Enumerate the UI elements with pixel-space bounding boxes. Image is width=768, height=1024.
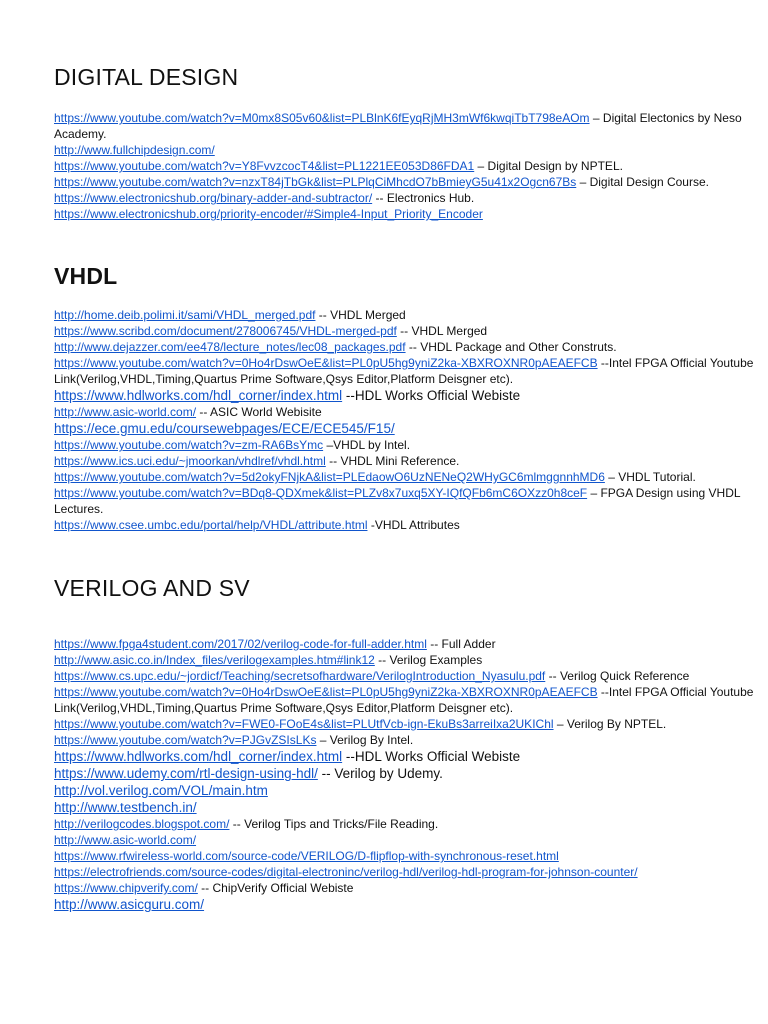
link-entry xyxy=(54,782,754,799)
hyperlink[interactable]: https://www.youtube.com/watch?v=5d2okyFNjkA&list=PLEdaowO6UzNENeQ2WHyGC6mlmggnnhMD6 xyxy=(54,470,605,484)
link-entry xyxy=(54,453,754,469)
hyperlink[interactable]: http://verilogcodes.blogspot.com/ xyxy=(54,817,230,831)
link-entry xyxy=(54,485,754,517)
hyperlink[interactable]: https://www.youtube.com/watch?v=nzxT84jTbGk&list=PLPlqCiMhcdO7bBmieyG5u41x2Ogcn67Bs xyxy=(54,175,577,189)
link-list-verilog xyxy=(54,636,754,913)
hyperlink[interactable]: http://www.asic.co.in/Index_files/verilogexamples.htm#link12 xyxy=(54,653,375,667)
link-entry xyxy=(54,110,754,142)
link-entry xyxy=(54,323,754,339)
link-entry xyxy=(54,404,754,420)
link-entry xyxy=(54,517,754,533)
link-description: -- ChipVerify Official Webiste xyxy=(197,881,354,895)
link-description: -- Electronics Hub. xyxy=(372,191,475,205)
link-entry xyxy=(54,339,754,355)
link-entry xyxy=(54,307,754,323)
link-description: --HDL Works Official Webiste xyxy=(342,749,521,764)
link-description: --HDL Works Official Webiste xyxy=(342,388,521,403)
link-description: – Digital Electonics by Neso Academy. xyxy=(54,111,742,141)
link-entry xyxy=(54,420,754,437)
hyperlink[interactable]: https://www.youtube.com/watch?v=0Ho4rDswOeE&list=PL0pU5hg9yniZ2ka-XBXROXNR0pAEAEFCB xyxy=(54,685,598,699)
link-description: -- Verilog Examples xyxy=(374,653,483,667)
link-entry xyxy=(54,158,754,174)
link-description: -- Verilog Quick Reference xyxy=(545,669,690,683)
link-entry xyxy=(54,142,754,158)
link-description: – Digital Design Course. xyxy=(576,175,709,189)
hyperlink[interactable]: https://www.youtube.com/watch?v=0Ho4rDswOeE&list=PL0pU5hg9yniZ2ka-XBXROXNR0pAEAEFCB xyxy=(54,356,598,370)
link-description: – Verilog By Intel. xyxy=(316,733,414,747)
link-entry xyxy=(54,174,754,190)
link-entry xyxy=(54,864,754,880)
hyperlink[interactable]: http://www.asicguru.com/ xyxy=(54,897,205,912)
link-entry xyxy=(54,387,754,404)
section-heading-vhdl: VHDL xyxy=(54,263,118,289)
hyperlink[interactable]: https://www.hdlworks.com/hdl_corner/index.html xyxy=(54,388,343,403)
link-description: -- Full Adder xyxy=(426,637,496,651)
section-heading-verilog-and-sv: VERILOG AND SV xyxy=(54,575,250,601)
hyperlink[interactable]: http://www.testbench.in/ xyxy=(54,800,197,815)
link-entry xyxy=(54,190,754,206)
link-description: – Digital Design by NPTEL. xyxy=(474,159,623,173)
link-description: -- Verilog by Udemy. xyxy=(317,766,443,781)
hyperlink[interactable]: https://www.udemy.com/rtl-design-using-hdl/ xyxy=(54,766,318,781)
hyperlink[interactable]: http://www.fullchipdesign.com/ xyxy=(54,143,215,157)
hyperlink[interactable]: http://home.deib.polimi.it/sami/VHDL_merged.pdf xyxy=(54,308,316,322)
link-entry xyxy=(54,748,754,765)
hyperlink[interactable]: https://www.youtube.com/watch?v=M0mx8S05v60&list=PLBlnK6fEyqRjMH3mWf6kwqiTbT798eAOm xyxy=(54,111,590,125)
link-entry xyxy=(54,765,754,782)
section-heading-digital-design: DIGITAL DESIGN xyxy=(54,64,239,90)
link-entry xyxy=(54,799,754,816)
hyperlink[interactable]: http://vol.verilog.com/VOL/main.htm xyxy=(54,783,268,798)
hyperlink[interactable]: https://electrofriends.com/source-codes/digital-electroninc/verilog-hdl/verilog-hdl-program-for-johnson-counter/ xyxy=(54,865,638,879)
link-entry xyxy=(54,206,754,222)
link-description: -VHDL Attributes xyxy=(367,518,460,532)
hyperlink[interactable]: https://www.scribd.com/document/278006745/VHDL-merged-pdf xyxy=(54,324,397,338)
link-entry xyxy=(54,880,754,896)
link-entry xyxy=(54,668,754,684)
hyperlink[interactable]: https://www.cs.upc.edu/~jordicf/Teaching/secretsofhardware/VerilogIntroduction_Nyasulu.pdf xyxy=(54,669,546,683)
link-entry xyxy=(54,636,754,652)
hyperlink[interactable]: https://www.youtube.com/watch?v=BDq8-QDXmek&list=PLZv8x7uxq5XY-IQfQFb6mC6OXzz0h8ceF xyxy=(54,486,588,500)
hyperlink[interactable]: http://www.asic-world.com/ xyxy=(54,405,197,419)
link-entry xyxy=(54,896,754,913)
hyperlink[interactable]: http://www.dejazzer.com/ee478/lecture_notes/lec08_packages.pdf xyxy=(54,340,406,354)
hyperlink[interactable]: https://ece.gmu.edu/coursewebpages/ECE/ECE545/F15/ xyxy=(54,421,395,436)
link-description: -- Verilog Tips and Tricks/File Reading. xyxy=(229,817,439,831)
hyperlink[interactable]: https://www.electronicshub.org/binary-adder-and-subtractor/ xyxy=(54,191,373,205)
link-description: --Intel FPGA Official Youtube Link(Verilog,VHDL,Timing,Quartus Prime Software,Qsys Editor,Platform Deisgner etc). xyxy=(54,685,754,715)
link-description: --Intel FPGA Official Youtube Link(Verilog,VHDL,Timing,Quartus Prime Software,Qsys Editor,Platform Deisgner etc). xyxy=(54,356,754,386)
link-entry xyxy=(54,437,754,453)
hyperlink[interactable]: https://www.youtube.com/watch?v=PJGvZSIsLKs xyxy=(54,733,317,747)
hyperlink[interactable]: https://www.hdlworks.com/hdl_corner/index.html xyxy=(54,749,343,764)
link-description: – VHDL Tutorial. xyxy=(604,470,696,484)
hyperlink[interactable]: http://www.asic-world.com/ xyxy=(54,833,197,847)
hyperlink[interactable]: https://www.youtube.com/watch?v=Y8FvvzcocT4&list=PL1221EE053D86FDA1 xyxy=(54,159,475,173)
link-description: – FPGA Design using VHDL Lectures. xyxy=(54,486,741,516)
link-description: -- VHDL Package and Other Construts. xyxy=(405,340,617,354)
link-description: –VHDL by Intel. xyxy=(323,438,411,452)
hyperlink[interactable]: https://www.csee.umbc.edu/portal/help/VHDL/attribute.html xyxy=(54,518,368,532)
link-entry xyxy=(54,469,754,485)
hyperlink[interactable]: https://www.youtube.com/watch?v=FWE0-FOoE4s&list=PLUtfVcb-ign-EkuBs3arreiIxa2UKIChl xyxy=(54,717,554,731)
link-entry xyxy=(54,816,754,832)
hyperlink[interactable]: https://www.ics.uci.edu/~jmoorkan/vhdlref/vhdl.html xyxy=(54,454,326,468)
link-description: -- VHDL Mini Reference. xyxy=(325,454,460,468)
link-entry xyxy=(54,848,754,864)
hyperlink[interactable]: https://www.electronicshub.org/priority-encoder/#Simple4-Input_Priority_Encoder xyxy=(54,207,483,221)
link-description: -- VHDL Merged xyxy=(315,308,406,322)
link-list-digital-design xyxy=(54,110,754,222)
hyperlink[interactable]: https://www.youtube.com/watch?v=zm-RA6BsYmc xyxy=(54,438,324,452)
link-list-vhdl xyxy=(54,307,754,533)
link-entry xyxy=(54,652,754,668)
link-entry xyxy=(54,684,754,716)
link-entry xyxy=(54,832,754,848)
link-description: – Verilog By NPTEL. xyxy=(553,717,667,731)
hyperlink[interactable]: https://www.fpga4student.com/2017/02/verilog-code-for-full-adder.html xyxy=(54,637,427,651)
hyperlink[interactable]: https://www.chipverify.com/ xyxy=(54,881,198,895)
link-entry xyxy=(54,716,754,732)
link-description: -- ASIC World Webisite xyxy=(196,405,322,419)
hyperlink[interactable]: https://www.rfwireless-world.com/source-code/VERILOG/D-flipflop-with-synchronous-reset.html xyxy=(54,849,559,863)
link-description: -- VHDL Merged xyxy=(396,324,488,338)
link-entry xyxy=(54,355,754,387)
link-entry xyxy=(54,732,754,748)
